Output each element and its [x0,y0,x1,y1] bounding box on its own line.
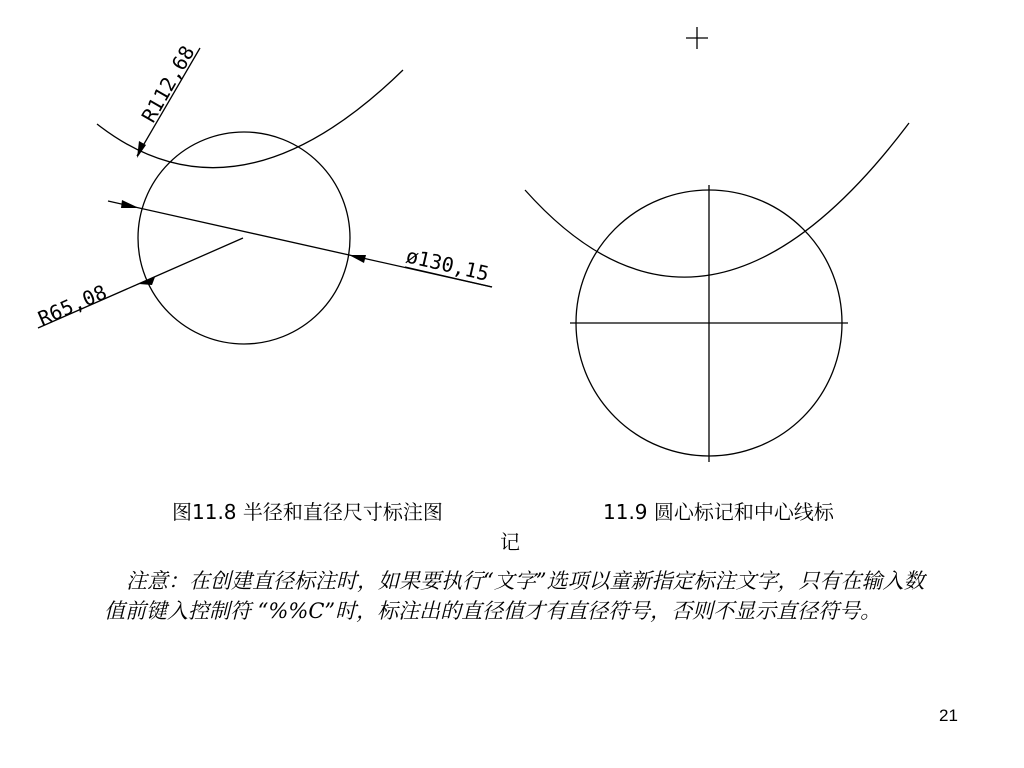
caption-figure-11-8: 图11.8 半径和直径尺寸标注图 [172,500,443,524]
caption-figure-11-8-wrap: 记 [500,530,520,554]
arrow-diameter-right [349,255,366,263]
diameter-label: ø130,15 [403,243,492,286]
arrow-diameter-left [121,200,139,208]
small-radius-leader [136,238,243,285]
small-radius-label: R65,08 [34,279,111,331]
arrowheads-left [121,141,366,285]
large-arc-right [525,123,909,277]
page-number: 21 [939,706,958,725]
arrow-small-radius [139,277,155,285]
caption-figure-11-9: 11.9 圆心标记和中心线标 [603,500,834,524]
large-radius-label: R112,68 [136,41,200,127]
small-circle [138,132,350,344]
note-paragraph: 注意：在创建直径标注时，如果要执行“文字”选项以童新指定标注文字，只有在输入数值前键入控制符 “%%C”时，标注出的直径值才有直径符号，否则不显示直径符号。 [104,569,925,623]
figure-11-9 [525,27,909,462]
